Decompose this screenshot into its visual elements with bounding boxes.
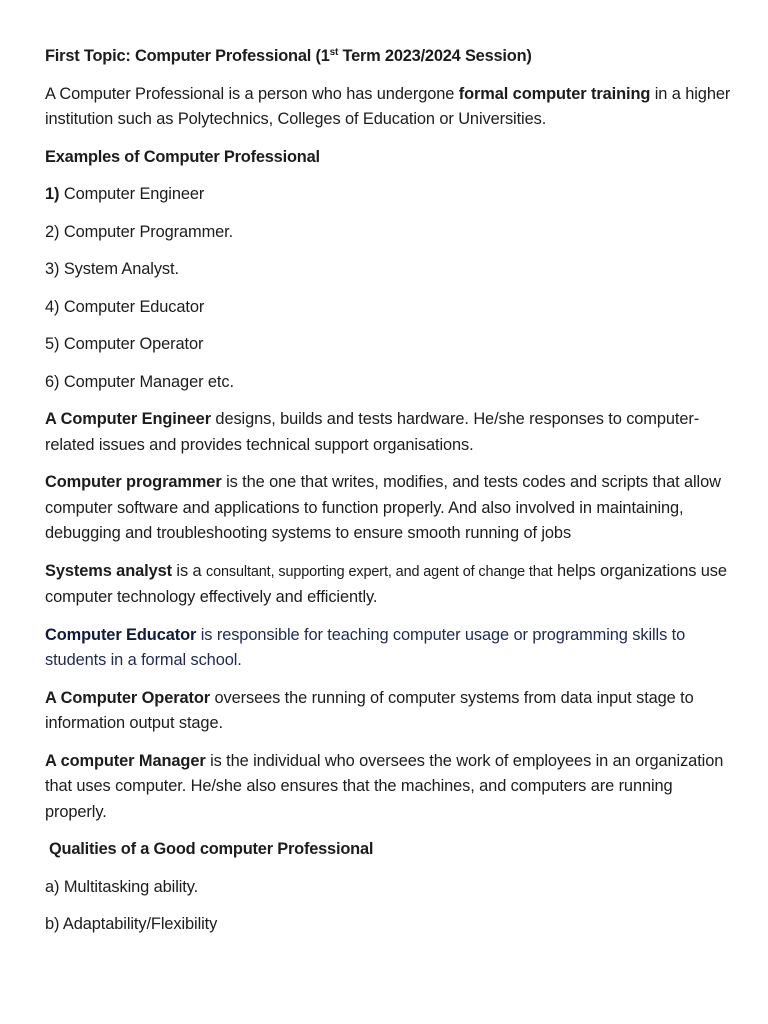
list-number: 6) (45, 372, 60, 391)
list-number: 3) (45, 260, 60, 278)
list-text: Computer Programmer. (59, 222, 234, 241)
definition-term: A computer Manager (45, 751, 206, 770)
list-item (45, 220, 735, 246)
list-item: a) Multitasking ability. (45, 877, 199, 896)
list-text: Computer Operator (59, 335, 204, 353)
intro-text-end: in a higher institution such as Polytechnics, Colleges of Education or Universities. (45, 84, 731, 128)
document-page (45, 44, 735, 950)
list-item: b) Adaptability/Flexibility (45, 915, 218, 933)
list-item (45, 182, 735, 208)
definition-term: A Computer Engineer (45, 410, 211, 428)
definition-term: A Computer Operator (45, 688, 211, 707)
list-text: System Analyst. (59, 260, 179, 278)
manager-definition (45, 749, 735, 826)
programmer-definition (45, 470, 735, 547)
qualities-heading: Qualities of a Good computer Professional (49, 840, 374, 858)
list-item (45, 332, 735, 358)
list-number: 1) (45, 185, 60, 203)
definition-text-end: helps organizations use computer technology effectively and efficiently. (45, 561, 727, 606)
definition-term: Computer Educator (45, 625, 197, 644)
definition-term: Computer programmer (45, 473, 222, 491)
analyst-definition (45, 559, 735, 611)
list-number: 2) (45, 222, 60, 241)
definition-text: is the individual who oversees the work of employees in an organization that uses computer. He/she also ensures that the machines, and computers are running properly. (45, 751, 724, 821)
title-superscript: st (329, 47, 339, 58)
title-prefix: First Topic: Computer Professional (1 (45, 47, 330, 65)
definition-term: Systems analyst (45, 561, 172, 580)
intro-bold-term: formal computer training (458, 84, 651, 103)
list-item (45, 295, 735, 321)
list-text: Computer Manager etc. (59, 372, 234, 391)
intro-paragraph (45, 82, 735, 133)
list-number: 5) (45, 335, 60, 353)
list-item (45, 370, 735, 396)
intro-text: A Computer Professional is a person who has undergone (45, 84, 459, 103)
engineer-definition (45, 407, 735, 458)
definition-small-text: consultant, supporting expert, and agent of change that (205, 563, 553, 580)
definition-text: designs, builds and tests hardware. He/she responses to computer-related issues and provides technical support organisations. (45, 410, 700, 454)
definition-text: is responsible for teaching computer usage or programming skills to students in a formal school. (45, 625, 686, 669)
list-text: Computer Educator (59, 297, 205, 316)
examples-heading: Examples of Computer Professional (45, 147, 320, 166)
list-text: Computer Engineer (59, 185, 205, 203)
title-suffix: Term 2023/2024 Session) (338, 47, 532, 65)
operator-definition (45, 686, 735, 737)
definition-text: is the one that writes, modifies, and tests codes and scripts that allow computer software and applications to function properly. And also involved in maintaining, debugging and troubleshooting systems to ensure smooth running of jobs (45, 473, 721, 542)
page-title (45, 44, 735, 70)
educator-definition (45, 623, 735, 674)
definition-text: oversees the running of computer systems from data input stage to information output stage. (45, 688, 694, 732)
definition-text: is a (171, 561, 206, 580)
list-number: 4) (45, 297, 60, 316)
list-item (45, 257, 735, 283)
